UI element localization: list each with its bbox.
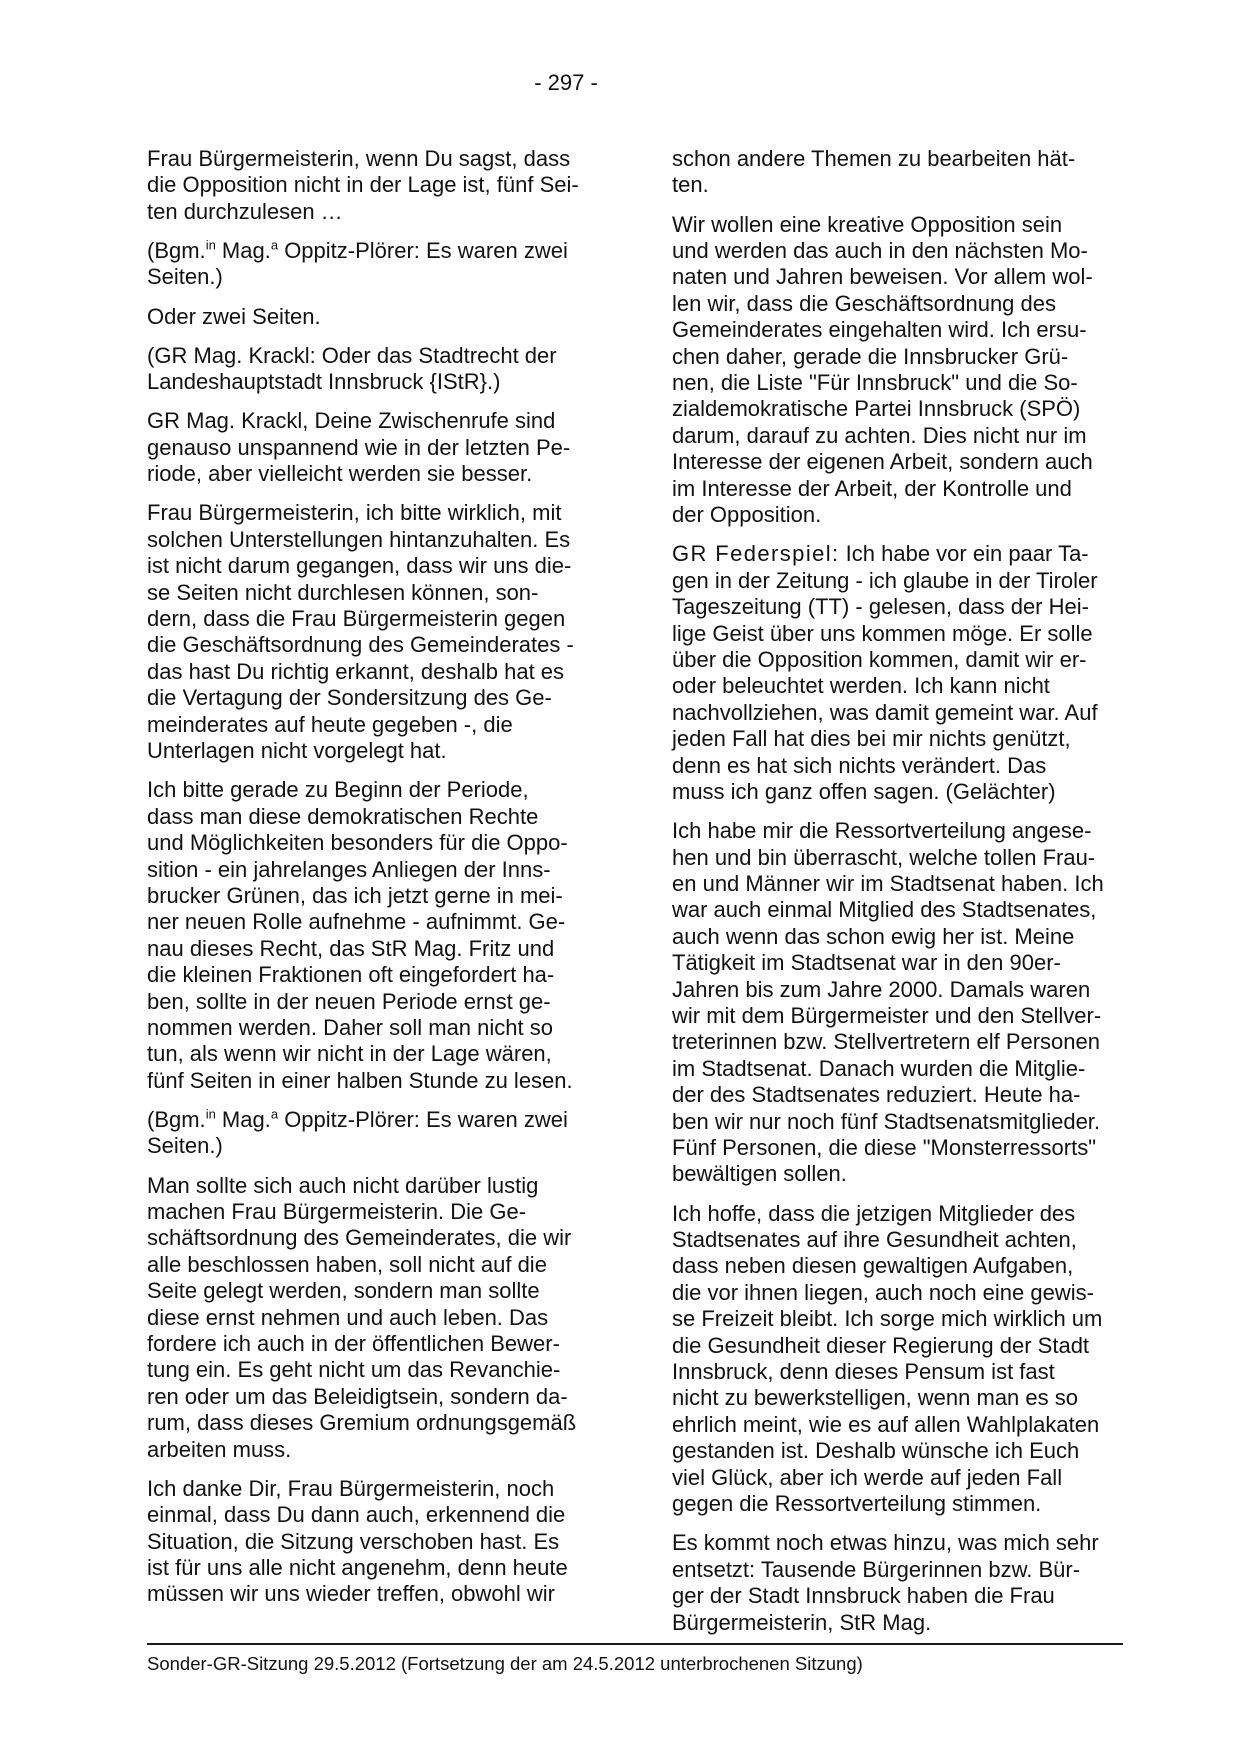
page-number: - 297 - <box>534 70 598 95</box>
text-line: fünf Seiten in einer halben Stunde zu lesen. <box>147 1067 573 1093</box>
text-line: Unterlagen nicht vorgelegt hat. <box>147 738 447 764</box>
text-line: hen und bin überrascht, welche tollen Frau- <box>672 844 1096 870</box>
text-line: Ich danke Dir, Frau Bürgermeisterin, noch <box>147 1475 555 1501</box>
text-line: treterinnen bzw. Stellvertretern elf Personen <box>672 1029 1101 1055</box>
text-line: schon andere Themen zu bearbeiten hät- <box>672 146 1076 171</box>
text-line: fordere ich auch in der öffentlichen Bewer- <box>147 1331 560 1357</box>
text-line: schäftsordnung des Gemeinderates, die wir <box>147 1225 572 1251</box>
text-line: gestanden ist. Deshalb wünsche ich Euch <box>672 1438 1080 1464</box>
text-line: gegen die Ressortverteilung stimmen. <box>672 1491 1042 1517</box>
text-line: Tageszeitung (TT) - gelesen, dass der Hei- <box>672 594 1089 620</box>
text-line: Seiten.) <box>147 1133 223 1159</box>
text-line: brucker Grünen, das ich jetzt gerne in mei- <box>147 882 563 908</box>
text-line: ist nicht darum gegangen, dass wir uns die- <box>147 553 572 579</box>
text-line: ben wir nur noch fünf Stadtsenatsmitglieder. <box>672 1108 1101 1134</box>
text-line: (GR Mag. Krackl: Oder das Stadtrecht der <box>147 342 557 368</box>
text-line: tung ein. Es geht nicht um das Revanchie- <box>147 1357 561 1383</box>
text-line: jeden Fall hat dies bei mir nichts genützt, <box>672 726 1071 752</box>
paragraph <box>672 212 1152 529</box>
text-line: gen in der Zeitung - ich glaube in der Tiroler <box>672 567 1098 593</box>
paragraph <box>147 146 627 225</box>
superscript-text: a <box>270 237 279 253</box>
text-line: Interesse der eigenen Arbeit, sondern auch <box>672 449 1093 475</box>
text-line: die vor ihnen liegen, auch noch eine gewis- <box>672 1279 1094 1305</box>
text-line: ner neuen Rolle aufnehme - aufnimmt. Ge- <box>147 909 566 935</box>
text-line: riode, aber vielleicht werden sie besser. <box>147 461 533 487</box>
text-line: darum, darauf zu achten. Dies nicht nur im <box>672 422 1087 448</box>
text-line: einmal, dass Du dann auch, erkennend die <box>147 1502 566 1528</box>
text-line: sition - ein jahrelanges Anliegen der Inns- <box>147 856 551 882</box>
text-line: die kleinen Fraktionen oft eingefordert ha- <box>147 962 555 988</box>
text-line: machen Frau Bürgermeisterin. Die Ge- <box>147 1199 527 1224</box>
text-line: Es kommt noch etwas hinzu, was mich sehr <box>672 1530 1099 1556</box>
footer-text: Sonder-GR-Sitzung 29.5.2012 (Fortsetzung der am 24.5.2012 unterbrochenen Sitzung) <box>147 1653 863 1674</box>
text-line: denn es hat sich nichts verändert. Das <box>672 752 1047 778</box>
text-line: se Freizeit bleibt. Ich sorge mich wirklich um <box>672 1306 1103 1332</box>
text-line: nicht zu bewerkstelligen, wenn man es so <box>672 1385 1078 1411</box>
text-line: rum, dass dieses Gremium ordnungsgemäß <box>147 1410 577 1436</box>
text-line: chen daher, gerade die Innsbrucker Grü- <box>672 343 1069 369</box>
text-line: lige Geist über uns kommen möge. Er solle <box>672 620 1093 646</box>
text-line: Stadtsenates auf ihre Gesundheit achten, <box>672 1227 1077 1253</box>
text-line: bewältigen sollen. <box>672 1161 847 1187</box>
text-line: Ich hoffe, dass die jetzigen Mitglieder des <box>672 1200 1076 1226</box>
text-columns <box>147 146 1152 1649</box>
paragraph <box>147 777 627 1094</box>
paragraph <box>672 146 1152 199</box>
text-line: im Interesse der Arbeit, der Kontrolle und <box>672 475 1072 501</box>
text-line: im Stadtsenat. Danach wurden die Mitglie- <box>672 1055 1086 1081</box>
text-line: ehrlich meint, wie es auf allen Wahlplakaten <box>672 1411 1100 1437</box>
text-line: Innsbruck, denn dieses Pensum ist fast <box>672 1359 1055 1385</box>
text-line: nachvollziehen, was damit gemeint war. Auf <box>672 699 1098 725</box>
text-line: ben, sollte in der neuen Periode ernst ge- <box>147 988 551 1014</box>
text-line: das hast Du richtig erkannt, deshalb hat es <box>147 658 565 684</box>
text-line: Man sollte sich auch nicht darüber lustig <box>147 1172 539 1198</box>
text-line: viel Glück, aber ich werde auf jeden Fall <box>672 1464 1063 1490</box>
text-line: meinderates auf heute gegeben -, die <box>147 711 513 737</box>
text-line: Seiten.) <box>147 264 223 290</box>
text-line: ist für uns alle nicht angenehm, denn heute <box>147 1555 568 1581</box>
text-line: alle beschlossen haben, soll nicht auf die <box>147 1251 547 1277</box>
text-line: Ich habe mir die Ressortverteilung angese- <box>672 818 1092 844</box>
text-line: Oder zwei Seiten. <box>147 303 321 329</box>
text-line: Tätigkeit im Stadtsenat war in den 90er- <box>672 950 1061 976</box>
superscript-text: a <box>270 1106 279 1122</box>
text-line: nau dieses Recht, das StR Mag. Fritz und <box>147 935 555 961</box>
text-line: müssen wir uns wieder treffen, obwohl wir <box>147 1581 555 1607</box>
right-column <box>672 146 1152 1649</box>
text-line: die Gesundheit dieser Regierung der Stadt <box>672 1332 1090 1358</box>
text-line: GR Mag. Krackl, Deine Zwischenrufe sind <box>147 408 556 434</box>
paragraph <box>147 238 627 291</box>
speaker-name: GR Federspiel: <box>672 541 840 567</box>
superscript-text: in <box>205 1106 216 1122</box>
text-line: en und Männer wir im Stadtsenat haben. Ich <box>672 870 1104 896</box>
text-line: die Geschäftsordnung des Gemeinderates - <box>147 632 574 658</box>
text-line: auch wenn das schon ewig her ist. Meine <box>672 923 1075 949</box>
text-line: dern, dass die Frau Bürgermeisterin gegen <box>147 606 566 632</box>
text-line: len wir, dass die Geschäftsordnung des <box>672 290 1057 316</box>
text-line: Situation, die Sitzung verschoben hast. Es <box>147 1528 560 1554</box>
text-line: ger der Stadt Innsbruck haben die Frau <box>672 1583 1055 1609</box>
text-line: diese ernst nehmen und auch leben. Das <box>147 1304 549 1330</box>
text-line: der des Stadtsenates reduziert. Heute ha- <box>672 1082 1081 1108</box>
text-line: über die Opposition kommen, damit wir er- <box>672 646 1087 672</box>
paragraph <box>672 818 1152 1188</box>
text-line: se Seiten nicht durchlesen können, son- <box>147 579 539 605</box>
text-line: naten und Jahren beweisen. Vor allem wol- <box>672 264 1093 290</box>
text-line: Jahren bis zum Jahre 2000. Damals waren <box>672 976 1091 1002</box>
text-line: Seite gelegt werden, sondern man sollte <box>147 1278 540 1304</box>
text-line: GR Federspiel: Ich habe vor ein paar Ta- <box>672 541 1089 567</box>
text-line: tun, als wenn wir nicht in der Lage wären, <box>147 1041 552 1067</box>
text-line: oder beleuchtet werden. Ich kann nicht <box>672 673 1050 699</box>
text-line: solchen Unterstellungen hintanzuhalten. Es <box>147 526 571 552</box>
paragraph <box>147 304 627 330</box>
text-line: Gemeinderates eingehalten wird. Ich ersu- <box>672 317 1087 343</box>
paragraph <box>672 1201 1152 1518</box>
footer-divider <box>147 1643 1123 1645</box>
text-line: die Vertagung der Sondersitzung des Ge- <box>147 685 552 711</box>
text-line: dass neben diesen gewaltigen Aufgaben, <box>672 1253 1074 1279</box>
text-line: ten. <box>672 172 709 198</box>
text-line: zialdemokratische Partei Innsbruck (SPÖ) <box>672 396 1081 422</box>
text-line: dass man diese demokratischen Rechte <box>147 803 539 829</box>
text-line: Frau Bürgermeisterin, wenn Du sagst, dass <box>147 146 571 171</box>
paragraph <box>147 1107 627 1160</box>
text-line: Landeshauptstadt Innsbruck {IStR}.) <box>147 369 501 395</box>
text-line: Fünf Personen, die diese "Monsterressorts" <box>672 1135 1097 1161</box>
text-line: Wir wollen eine kreative Opposition sein <box>672 211 1063 237</box>
text-line: ten durchzulesen … <box>147 198 343 224</box>
paragraph <box>672 1530 1152 1636</box>
text-line: der Opposition. <box>672 502 822 528</box>
text-line: nen, die Liste "Für Innsbruck" und die So- <box>672 370 1078 396</box>
text-line: war auch einmal Mitglied des Stadtsenates, <box>672 897 1097 923</box>
paragraph <box>147 1476 627 1608</box>
text-line: die Opposition nicht in der Lage ist, fünf Sei- <box>147 172 579 198</box>
left-column <box>147 146 627 1621</box>
text-line: und Möglichkeiten besonders für die Oppo- <box>147 830 568 856</box>
text-line: genauso unspannend wie in der letzten Pe- <box>147 434 571 460</box>
text-line: muss ich ganz offen sagen. (Gelächter) <box>672 778 1056 804</box>
text-line: (Bgm.$^{in}$ Mag.$^a$ Oppitz-Plörer: Es waren zwei <box>147 237 568 264</box>
paragraph <box>672 541 1152 805</box>
superscript-text: in <box>205 237 216 253</box>
text-line: Bürgermeisterin, StR Mag. <box>672 1609 932 1635</box>
text-line: wir mit dem Bürgermeister und den Stellver- <box>672 1002 1102 1028</box>
text-line: arbeiten muss. <box>147 1436 292 1462</box>
paragraph <box>147 500 627 764</box>
text-line: Ich bitte gerade zu Beginn der Periode, <box>147 777 529 803</box>
text-line: Frau Bürgermeisterin, ich bitte wirklich, mit <box>147 500 562 526</box>
text-line: (Bgm.$^{in}$ Mag.$^a$ Oppitz-Plörer: Es waren zwei <box>147 1106 568 1132</box>
paragraph <box>147 343 627 396</box>
text-line: ren oder um das Beleidigtsein, sondern da- <box>147 1383 568 1409</box>
paragraph <box>147 1173 627 1463</box>
text-line: und werden das auch in den nächsten Mo- <box>672 238 1088 264</box>
paragraph <box>147 408 627 487</box>
text-line: nommen werden. Daher soll man nicht so <box>147 1014 553 1040</box>
text-line: entsetzt: Tausende Bürgerinnen bzw. Bür- <box>672 1556 1081 1582</box>
